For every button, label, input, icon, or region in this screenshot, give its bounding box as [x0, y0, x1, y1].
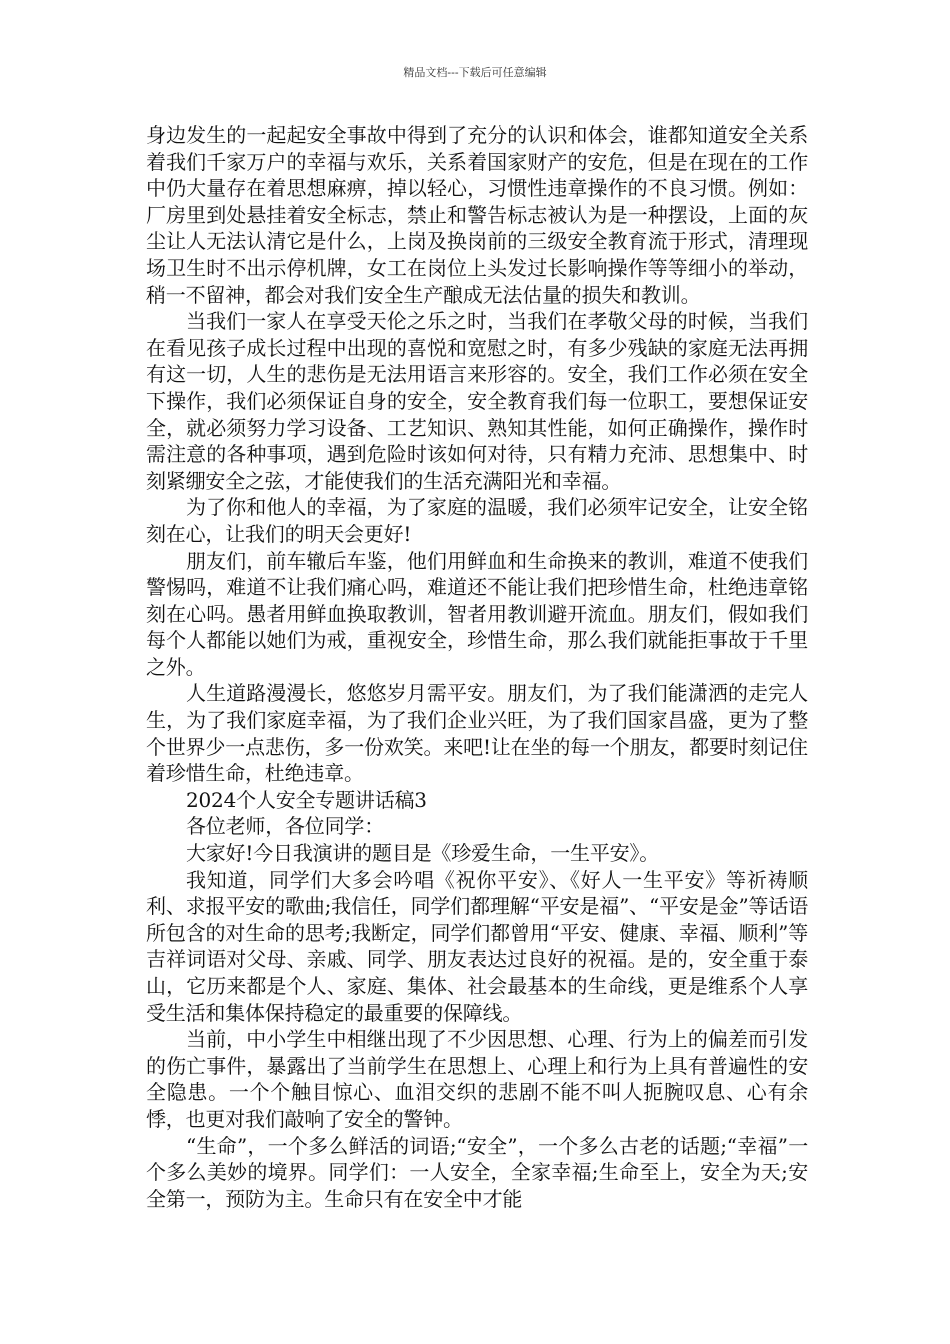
paragraph-1: 身边发生的一起起安全事故中得到了充分的认识和体会，谁都知道安全关系着我们千家万户的幸福与欢乐，关系着国家财产的安危，但是在现在的工作中仍大量存在着思想麻痹，掉以轻心，习惯性违章操作的不良习惯。例如：厂房里到处悬挂着安全标志，禁止和警告标志被认为是一种摆设，上面的灰尘让人无法认清它是什么，上岗及换岗前的三级安全教育流于形式，清理现场卫生时不出示停机牌，女工在岗位上头发过长影响操作等等细小的举动，稍一不留神，都会对我们安全生产酿成无法估量的损失和教训。 — [146, 123, 808, 307]
paragraph-5: 人生道路漫漫长，悠悠岁月需平安。朋友们，为了我们能潇洒的走完人生，为了我们家庭幸福，为了我们企业兴旺，为了我们国家昌盛，更为了整个世界少一点悲伤，多一份欢笑。来吧!让在坐的每一个朋友，都要时刻记住着珍惜生命，杜绝违章。 — [146, 681, 808, 786]
paragraph-2: 当我们一家人在享受天伦之乐之时，当我们在孝敬父母的时候，当我们在看见孩子成长过程中出现的喜悦和宽慰之时，有多少残缺的家庭无法再拥有这一切，人生的悲伤是无法用语言来形容的。安全，我们工作必须在安全下操作，我们必须保证自身的安全，安全教育我们每一位职工，要想保证安全，就必须努力学习设备、工艺知识、熟知其性能，如何正确操作，操作时需注意的各种事项，遇到危险时该如何对待，只有精力充沛、思想集中、时刻紧绷安全之弦，才能使我们的生活充满阳光和幸福。 — [146, 309, 808, 493]
page-header: 精品文档---下载后可任意编辑 — [403, 66, 547, 79]
paragraph-4: 朋友们，前车辙后车鉴，他们用鲜血和生命换来的教训，难道不使我们警惕吗，难道不让我们痛心吗，难道还不能让我们把珍惜生命，杜绝违章铭刻在心吗。愚者用鲜血换取教训，智者用教训避开流血。朋友们，假如我们每个人都能以她们为戒，重视安全，珍惜生命，那么我们就能拒事故于千里之外。 — [146, 548, 808, 679]
document-body — [146, 122, 808, 1212]
salutation: 各位老师，各位同学： — [186, 814, 384, 839]
paragraph-6: 我知道，同学们大多会吟唱《祝你平安》、《好人一生平安》等祈祷顺利、求报平安的歌曲;我信任，同学们都理解“平安是福”、“平安是金”等话语所包含的对生命的思考;我断定，同学们都曾用“平安、健康、幸福、顺利”等吉祥词语对父母、亲戚、同学、朋友表达过良好的祝福。是的，安全重于泰山，它历来都是个人、家庭、集体、社会最基本的生命线，更是维系个人享受生活和集体保持稳定的最重要的保障线。 — [146, 867, 808, 1025]
greeting: 大家好!今日我演讲的题目是《珍爱生命，一生平安》。 — [186, 841, 660, 866]
paragraph-7: 当前，中小学生中相继出现了不少因思想、心理、行为上的偏差而引发的伤亡事件，暴露出了当前学生在思想上、心理上和行为上具有普遍性的安全隐患。一个个触目惊心、血泪交织的悲剧不能不叫人扼腕叹息、心有余悸，也更对我们敲响了安全的警钟。 — [146, 1027, 808, 1131]
section-heading: 2024个人安全专题讲话稿3 — [186, 787, 427, 812]
paragraph-3: 为了你和他人的幸福，为了家庭的温暖，我们必须牢记安全，让安全铭刻在心，让我们的明天会更好! — [146, 495, 808, 546]
paragraph-8: “生命”，一个多么鲜活的词语;“安全”，一个多么古老的话题;“幸福”一个多么美妙的境界。同学们：一人安全，全家幸福;生命至上，安全为天;安全第一，预防为主。生命只有在安全中才能 — [146, 1133, 808, 1211]
